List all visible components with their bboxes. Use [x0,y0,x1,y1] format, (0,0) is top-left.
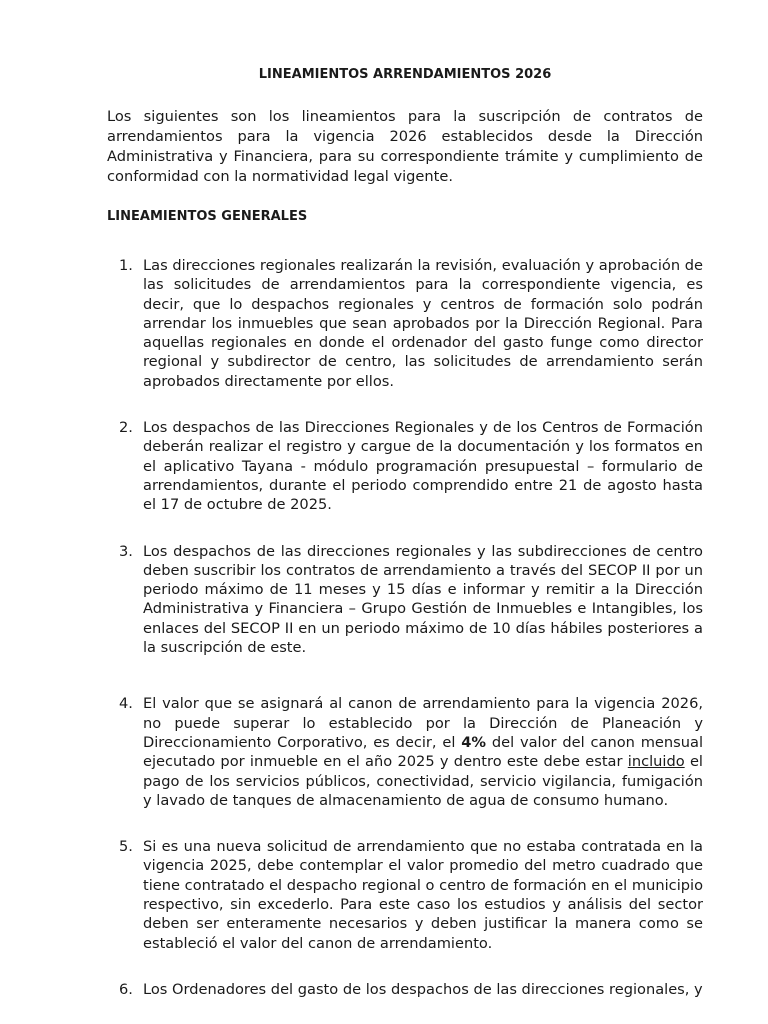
list-item-text-part: del valor del canon mensual ejecutado por inmueble en el año 2025 y dentro este debe estar [143,733,703,771]
guidelines-list [107,256,703,999]
list-item-number: 4. [119,695,133,713]
list-item [107,542,703,658]
list-item-text: Las direcciones regionales realizarán la revisión, evaluación y aprobación de las solicitudes de arrendamientos para la correspondiente vigencia, es decir, que lo despachos regionales y centros de formación solo podrán arrendar los inmuebles que sean aprobados por la Dirección Regional. Para aquellas regionales en donde el ordenador del gasto funge como director regional y subdirector de centro, las solicitudes de arrendamiento serán aprobados directamente por ellos. [143,257,703,390]
list-item-text: Los Ordenadores del gasto de los despachos de las direcciones regionales, y [143,980,703,998]
section-heading: LINEAMIENTOS GENERALES [107,209,308,224]
list-item [107,694,703,810]
list-item [107,418,703,514]
list-item [107,837,703,953]
list-item-number: 5. [119,838,133,856]
document-title: LINEAMIENTOS ARRENDAMIENTOS 2026 [258,67,552,82]
list-item [107,980,703,999]
list-item [107,256,703,391]
intro-paragraph: Los siguientes son los lineamientos para la suscripción de contratos de arrendamientos para la vigencia 2026 establecidos desde la Dirección Administrativa y Financiera, para su correspondiente trámite y cumplimiento de conformidad con la normatividad legal vigente. [107,108,703,185]
underlined-word: incluido [627,753,685,771]
list-item-number: 2. [119,419,133,437]
bold-percentage: 4% [461,733,487,751]
list-item-text: Los despachos de las direcciones regionales y las subdirecciones de centro deben suscribir los contratos de arrendamiento a través del SECOP II por un periodo máximo de 11 meses y 15 días e informar y remitir a la Dirección Administrativa y Financiera – Grupo Gestión de Inmuebles e Intangibles, los enlaces del SECOP II en un periodo máximo de 10 días hábiles posteriores a la suscripción de este. [143,542,703,657]
list-item-text-part: El valor que se asignará al canon de arrendamiento para la vigencia 2026, no puede superar lo establecido por la Dirección de Planeación y Direccionamiento Corporativo, es decir, el [143,695,703,751]
list-item-text: Si es una nueva solicitud de arrendamiento que no estaba contratada en la vigencia 2025, debe contemplar el valor promedio del metro cuadrado que tiene contratado el despacho regional o centro de formación en el municipio respectivo, sin excederlo. Para este caso los estudios y análisis del sector deben ser enteramente necesarios y deben justificar la manera como se estableció el valor del canon de arrendamiento. [143,838,703,952]
list-item-text: Los despachos de las Direcciones Regionales y de los Centros de Formación deberán realizar el registro y cargue de la documentación y los formatos en el aplicativo Tayana - módulo programación presupuestal – formulario de arrendamientos, durante el periodo comprendido entre 21 de agosto hasta el 17 de octubre de 2025. [143,419,703,514]
list-item-text [143,695,703,808]
document-page [107,60,703,999]
list-item-number: 6. [119,980,133,998]
list-item-number: 1. [119,257,133,274]
list-item-text-part: el pago de los servicios públicos, conectividad, servicio vigilancia, fumigación y lavado de tanques de almacenamiento de agua de consumo humano. [143,753,703,809]
list-item-number: 3. [119,542,133,560]
